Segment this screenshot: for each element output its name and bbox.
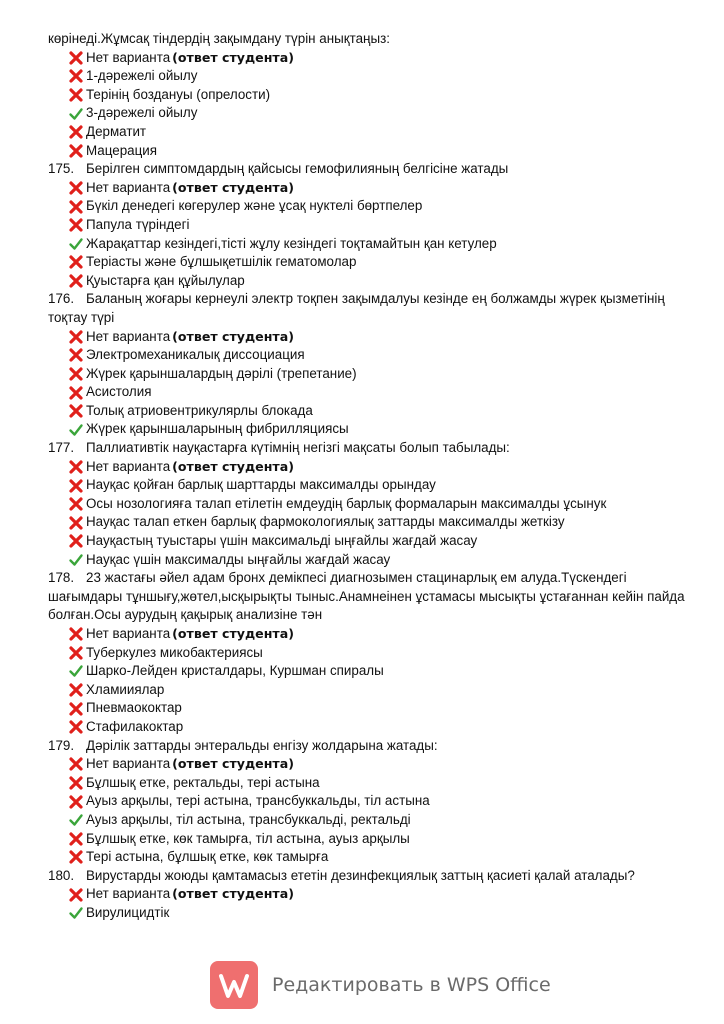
answer-option [48,699,688,718]
cross-icon [68,478,84,494]
question-text [48,160,688,179]
check-icon [68,552,84,568]
question-text [48,867,688,886]
answer-option [48,904,688,923]
no-option-item [48,49,688,68]
answer-option [48,476,688,495]
question-body: Паллиативтік науқастарға күтімнің негізгі мақсаты болып табылады: [86,440,510,456]
cross-icon [68,719,84,735]
answer-option [48,774,688,793]
answer-option [48,346,688,365]
cross-icon [68,682,84,698]
question-text [48,737,688,756]
no-option-item [48,885,688,904]
answer-option [48,142,688,161]
option-label: Ауыз арқылы, тері астына, трансбуккальды, тіл астына [86,793,430,809]
answer-option [48,197,688,216]
option-label: Жүрек қарыншалардың дәрілі (трепетание) [86,365,357,381]
answer-option [48,811,688,830]
option-label: Науқас үшін максималды ыңғайлы жағдай жасау [86,551,391,567]
cross-icon [68,254,84,270]
answer-option [48,830,688,849]
option-label: Ауыз арқылы, тіл астына, трансбуккальді, ректальді [86,811,411,827]
student-answer-hint: (ответ студента) [172,756,294,772]
question-number: 175. [48,161,75,177]
option-label: Стафилакоктар [86,718,184,734]
option-label: Электромеханикалық диссоциация [86,347,305,363]
option-label: Нет варианта [86,756,171,772]
check-icon [68,663,84,679]
option-label: Шарко-Лейден кристалдары, Куршман спиралы [86,663,384,679]
option-label: Туберкулез микобактериясы [86,644,263,660]
cross-icon [68,199,84,215]
question-block [48,569,688,736]
option-label: 3-дәрежелі ойылу [86,105,198,121]
cross-icon [68,459,84,475]
cross-icon [68,701,84,717]
answer-option [48,67,688,86]
cross-icon [68,366,84,382]
option-label: Вирулицидтік [86,904,170,920]
answer-option [48,272,688,291]
answer-option [48,402,688,421]
answer-option [48,123,688,142]
option-label: Мацерация [86,142,158,158]
option-label: Нет варианта [86,886,171,902]
option-label: Жарақаттар кезіндегі,тісті жұлу кезіндегі тоқтамайтын қан кетулер [86,235,497,251]
answer-option [48,681,688,700]
answer-option [48,420,688,439]
cross-icon [68,645,84,661]
answer-option [48,216,688,235]
answer-option [48,86,688,105]
option-label: Нет варианта [86,49,171,65]
cross-icon [68,68,84,84]
check-icon [68,106,84,122]
question-body: Баланың жоғары кернеулі электр тоқпен зақымдалуы кезінде ең болжамды жүрек қызметінің тоқтау түрі [48,291,665,325]
option-label: 1-дәрежелі ойылу [86,68,198,84]
question-body: 23 жастағы әйел адам бронх демікпесі диагнозымен стацинарлық ем алуда.Түскендегі шағымдары тұншығу,жөтел,ысқырықты тыныс.Анамнеінен ұстамасы мысықты ұстағаннан кейін пайда болған.Осы аурудың қақырық анализіне тән [48,570,685,623]
answer-option [48,644,688,663]
option-label: Қуыстарға қан құйылулар [86,272,245,288]
question-text [48,439,688,458]
cross-icon [68,217,84,233]
answer-option [48,383,688,402]
cross-icon [68,887,84,903]
question-number: 178. [48,570,75,586]
cross-icon [68,533,84,549]
question-body: Вирустарды жоюды қамтамасыз ететін дезинфекциялық заттың қасиеті қалай аталады? [86,867,635,883]
answer-option [48,104,688,123]
option-label: Науқас қойған барлық шарттарды максималды орындау [86,477,436,493]
question-block [48,867,688,923]
question-text [48,569,688,625]
document-page [48,30,688,923]
cross-icon [68,515,84,531]
intro-line: көрінеді.Жұмсақ тіндердің зақымдану түрін анықтаңыз: [48,31,390,46]
option-label: Дерматит [86,123,147,139]
option-label: Папула түріндегі [86,216,190,232]
cross-icon [68,626,84,642]
no-option-item [48,328,688,347]
cross-icon [68,273,84,289]
student-answer-hint: (ответ студента) [172,886,294,902]
question-number: 176. [48,291,75,307]
cross-icon [68,794,84,810]
option-label: Бұлшық етке, ректальды, тері астына [86,774,320,790]
option-label: Нет варианта [86,179,171,195]
answer-option [48,792,688,811]
option-label: Науқастың туыстары үшін максимальді ыңғайлы жағдай жасау [86,533,478,549]
student-answer-hint: (ответ студента) [172,328,294,344]
cross-icon [68,347,84,363]
option-label: Жүрек қарыншаларының фибрилляциясы [86,421,349,437]
cross-icon [68,385,84,401]
question-list [48,49,688,923]
option-label: Нет варианта [86,626,171,641]
wps-edit-banner[interactable] [210,960,551,1010]
option-label: Теріасты және бұлшықетшілік гематомолар [86,254,357,270]
question-block [48,439,688,569]
question-block [48,49,688,161]
option-label: Осы нозологияға талап етілетін емдеудің барлық формаларын максималды ұсынук [86,495,607,511]
check-icon [68,422,84,438]
cross-icon [68,143,84,159]
option-label: Хламииялар [86,681,165,697]
option-label: Тері астына, бұлшық етке, көк тамырға [86,849,329,865]
question-number: 179. [48,737,75,753]
cross-icon [68,87,84,103]
student-answer-hint: (ответ студента) [172,179,294,195]
check-icon [68,236,84,252]
question-number: 177. [48,440,75,456]
student-answer-hint: (ответ студента) [172,458,294,474]
answer-option [48,848,688,867]
answer-option [48,551,688,570]
option-label: Бұлшық етке, көк тамырға, тіл астына, ауыз арқылы [86,830,410,846]
cross-icon [68,403,84,419]
question-body: Берілген симптомдардың қайсысы гемофилияның белгісіне жатады [86,161,509,177]
wps-logo-icon [210,961,258,1009]
no-option-item [48,179,688,198]
option-label: Толық атриовентрикулярлы блокада [86,402,313,418]
cross-icon [68,329,84,345]
cross-icon [68,50,84,66]
option-label: Нет варианта [86,458,171,474]
no-option-item [48,755,688,774]
no-option-item [48,625,688,644]
option-label: Науқас талап еткен барлық фармокологиялық заттарды максималды жеткізу [86,514,565,530]
cross-icon [68,180,84,196]
answer-option [48,365,688,384]
cross-icon [68,756,84,772]
answer-option [48,532,688,551]
question-body: Дәрілік заттарды энтеральды енгізу жолдарына жатады: [86,737,438,753]
answer-option [48,513,688,532]
option-label: Асистолия [86,384,152,400]
cross-icon [68,124,84,140]
check-icon [68,905,84,921]
option-label: Бүкіл денедегі көгерулер және ұсақ нуктелі бөртпелер [86,198,423,214]
cross-icon [68,496,84,512]
option-label: Пневмаококтар [86,700,182,716]
cross-icon [68,775,84,791]
question-block [48,737,688,867]
question-block [48,160,688,290]
question-text [48,290,688,327]
answer-option [48,718,688,737]
cross-icon [68,831,84,847]
student-answer-hint: (ответ студента) [172,49,294,65]
answer-option [48,253,688,272]
check-icon [68,812,84,828]
answer-option [48,495,688,514]
option-label: Терінің боздануы (опрелости) [86,86,271,102]
question-number: 180. [48,867,75,883]
question-block [48,290,688,439]
no-option-item [48,458,688,477]
answer-option [48,235,688,254]
option-label: Нет варианта [86,328,171,344]
cross-icon [68,849,84,865]
answer-option [48,662,688,681]
student-answer-hint: (ответ студента) [172,626,294,641]
wps-edit-label: Редактировать в WPS Office [272,974,551,996]
